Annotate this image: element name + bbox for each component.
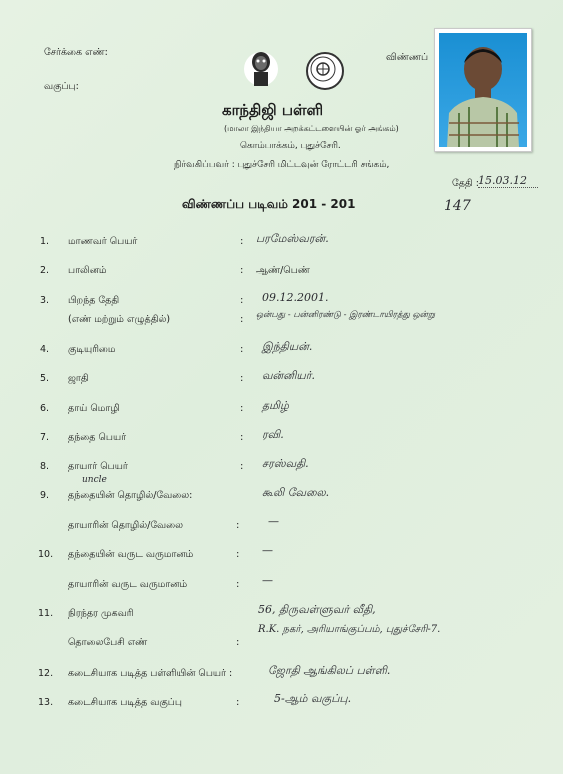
school-emblem-logo — [306, 52, 344, 90]
colon: : — [240, 403, 244, 414]
field-label-father-occupation: தந்தையின் தொழில்/வேலை: — [68, 490, 193, 501]
colon: : — [240, 265, 244, 276]
date-label: தேதி : — [452, 178, 479, 189]
application-label: விண்ணப் — [386, 52, 429, 63]
row-number: 13. — [38, 697, 54, 708]
field-label-citizenship: குடியுரிமை — [68, 344, 116, 355]
field-value-citizenship: இந்தியன். — [262, 340, 313, 353]
student-photo — [434, 28, 532, 152]
colon: : — [236, 579, 240, 590]
class-label: வகுப்பு: — [44, 81, 79, 92]
colon: : — [236, 520, 240, 531]
colon: : — [240, 236, 244, 247]
row-number: 9. — [40, 490, 50, 501]
field-label-caste: ஜாதி — [68, 373, 89, 384]
colon: : — [236, 637, 240, 648]
colon: : — [240, 373, 244, 384]
row-number: 3. — [40, 295, 50, 306]
field-value-father-name: ரவி. — [262, 428, 284, 441]
field-value-mother-name: சரஸ்வதி. — [262, 457, 309, 470]
colon: : — [240, 295, 244, 306]
field-value-mother-tongue: தமிழ் — [262, 399, 289, 412]
field-label-mother-name: தாயார் பெயர் — [68, 461, 128, 472]
row-number: 7. — [40, 432, 50, 443]
field-value-address-line2: R.K. நகர், அரியாங்குப்பம், புதுச்சேரி-7. — [258, 624, 441, 635]
row-number: 10. — [38, 549, 54, 560]
field-value-gender: ஆண்/பெண் — [256, 265, 310, 276]
row-number: 8. — [40, 461, 50, 472]
colon: : — [236, 549, 240, 560]
field-label-last-school: கடைசியாக படித்த பள்ளியின் பெயர் : — [68, 668, 233, 679]
date-value: 15.03.12 — [478, 174, 538, 188]
field-value-last-school: ஜோதி ஆங்கிலப் பள்ளி. — [268, 664, 391, 677]
row-number: 1. — [40, 236, 50, 247]
field-label-dob: பிறந்த தேதி — [68, 295, 120, 306]
gandhi-portrait-logo — [244, 52, 278, 86]
colon: : — [236, 697, 240, 708]
field-value-caste: வன்னியர். — [262, 369, 316, 382]
field-value-dob-words: ஒன்பது - பன்னிரண்டு - இரண்டாயிரத்து ஒன்று — [256, 310, 436, 320]
school-subtitle: (மாலா இந்தியா அறக்கட்டளையின் ஓர் அங்கம்) — [224, 124, 399, 133]
field-value-father-income: — — [262, 544, 273, 557]
field-label-mother-tongue: தாய் மொழி — [68, 403, 120, 414]
row-number: 12. — [38, 668, 54, 679]
field-label-father-name: தந்தை பெயர் — [68, 432, 127, 443]
row-number: 5. — [40, 373, 50, 384]
admission-number-label: சேர்க்கை எண்: — [44, 47, 108, 58]
colon: : — [240, 432, 244, 443]
field-label-mother-income: தாயாரின் வருட வருமானம் — [68, 579, 188, 590]
colon: : — [240, 314, 244, 325]
school-manager: நிர்வகிப்பவர் : புதுச்சேரி மிட்டவுன் ரோட்டரி சங்கம், — [174, 160, 390, 170]
field-value-mother-income: — — [262, 574, 273, 587]
field-value-father-occupation: கூலி வேலை. — [262, 486, 330, 499]
field-value-student-name: பரமேஸ்வரன். — [256, 232, 329, 245]
row-number: 4. — [40, 344, 50, 355]
field-label-gender: பாலினம் — [68, 265, 107, 276]
field-label-last-class: கடைசியாக படித்த வகுப்பு — [68, 697, 182, 708]
field-value-last-class: 5-ஆம் வகுப்பு. — [274, 692, 352, 705]
field-label-address: நிரந்தர முகவரி — [68, 608, 134, 619]
field-label-mother-occupation: தாயாரின் தொழில்/வேலை — [68, 520, 184, 531]
colon: : — [240, 344, 244, 355]
field-label-phone: தொலைபேசி எண் — [68, 637, 148, 648]
row-number: 6. — [40, 403, 50, 414]
form-title: விண்ணப்ப படிவம் 201 - 201 — [182, 197, 356, 211]
colon: : — [240, 461, 244, 472]
field-note-uncle: uncle — [82, 475, 107, 485]
row-number: 11. — [38, 608, 54, 619]
field-label-dob-words: (எண் மற்றும் எழுத்தில்) — [68, 314, 171, 325]
field-value-mother-occupation: — — [268, 515, 279, 528]
field-label-father-income: தந்தையின் வருட வருமானம் — [68, 549, 194, 560]
field-label-student-name: மாணவர் பெயர் — [68, 236, 138, 247]
form-number: 147 — [444, 198, 471, 214]
row-number: 2. — [40, 265, 50, 276]
field-value-dob: 09.12.2001. — [262, 291, 329, 304]
school-location: கொம்பாக்கம், புதுச்சேரி. — [240, 141, 341, 151]
field-value-address-line1: 56, திருவள்ளுவர் வீதி, — [258, 603, 376, 616]
school-name: காந்திஜி பள்ளி — [222, 101, 324, 119]
